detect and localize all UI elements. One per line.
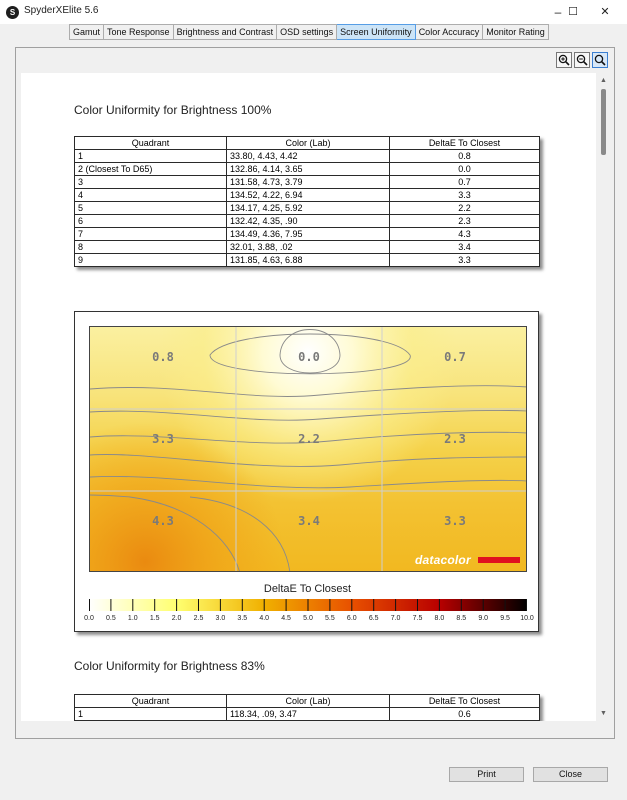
heatmap-cell-label: 2.3 <box>444 432 466 446</box>
scale-tick-label: 2.0 <box>171 615 182 622</box>
column-header-quadrant: Quadrant <box>75 137 227 150</box>
column-header-deltae: DeltaE To Closest <box>390 137 540 150</box>
table-row <box>75 241 540 254</box>
quadrant-cell: 9 <box>75 254 227 267</box>
table-row <box>75 708 540 721</box>
scale-tick-label: 10.0 <box>520 615 534 622</box>
table-row <box>75 254 540 267</box>
vertical-scrollbar[interactable] <box>596 73 611 721</box>
deltae-cell: 3.4 <box>390 241 540 254</box>
scale-tick-label: 5.5 <box>325 615 335 622</box>
color-lab-cell: 132.86, 4.14, 3.65 <box>227 163 390 176</box>
title-bar <box>0 0 627 24</box>
color-lab-cell: 131.85, 4.63, 6.88 <box>227 254 390 267</box>
quadrant-cell: 6 <box>75 215 227 228</box>
column-header-color-lab: Color (Lab) <box>227 137 390 150</box>
table-row <box>75 176 540 189</box>
zoom-fit-button[interactable] <box>592 52 608 68</box>
heatmap-cell-label: 3.3 <box>444 514 466 528</box>
scale-tick-label: 6.5 <box>368 615 379 622</box>
scale-tick-label: 6.0 <box>346 615 357 622</box>
quadrant-cell: 7 <box>75 228 227 241</box>
heatmap-cell-label: 0.0 <box>298 350 320 364</box>
scale-tick-label: 0.0 <box>84 615 94 622</box>
color-lab-cell: 132.42, 4.35, .90 <box>227 215 390 228</box>
table-row <box>75 202 540 215</box>
quadrant-cell: 1 <box>75 150 227 163</box>
scale-tick-label: 9.5 <box>500 615 510 622</box>
deltae-cell: 0.0 <box>390 163 540 176</box>
zoom-in-button[interactable] <box>556 52 572 68</box>
heatmap-cell-label: 4.3 <box>152 514 174 528</box>
quadrant-cell: 1 <box>75 708 227 721</box>
scroll-up-icon[interactable]: ▲ <box>600 77 607 84</box>
color-scale-labels <box>75 615 540 625</box>
quadrant-cell: 2 (Closest To D65) <box>75 163 227 176</box>
report-view <box>21 73 604 721</box>
deltae-cell: 2.2 <box>390 202 540 215</box>
scale-tick-label: 3.0 <box>215 615 226 622</box>
scale-tick-label: 7.5 <box>412 615 423 622</box>
scale-tick-label: 7.0 <box>390 615 401 622</box>
color-lab-cell: 131.58, 4.73, 3.79 <box>227 176 390 189</box>
scale-tick-label: 8.5 <box>456 615 467 622</box>
heatmap-cell-label: 3.3 <box>152 432 174 446</box>
color-lab-cell: 118.34, .09, 3.47 <box>227 708 390 721</box>
deltae-cell: 0.7 <box>390 176 540 189</box>
print-button[interactable]: Print <box>449 767 524 782</box>
heatmap-cell-label: 0.7 <box>444 350 466 364</box>
deltae-cell: 0.6 <box>390 708 540 721</box>
scale-tick-label: 1.0 <box>127 615 138 622</box>
heatmap-canvas <box>90 327 527 572</box>
table-header-row <box>75 137 540 150</box>
close-button[interactable]: Close <box>533 767 608 782</box>
datacolor-logo: datacolor <box>415 553 471 567</box>
quadrant-cell: 8 <box>75 241 227 254</box>
zoom-out-icon <box>576 54 588 66</box>
deltae-cell: 2.3 <box>390 215 540 228</box>
table-row <box>75 150 540 163</box>
color-lab-cell: 134.52, 4.22, 6.94 <box>227 189 390 202</box>
table-row <box>75 228 540 241</box>
deltae-cell: 3.3 <box>390 254 540 267</box>
tab-tone-response[interactable]: Tone Response <box>104 24 174 40</box>
table-row <box>75 215 540 228</box>
close-window-button[interactable]: ✕ <box>600 6 610 18</box>
deltae-cell: 4.3 <box>390 228 540 241</box>
tab-brightness-and-contrast[interactable]: Brightness and Contrast <box>174 24 278 40</box>
table-header-row <box>75 695 540 708</box>
maximize-button[interactable]: ☐ <box>568 6 578 18</box>
table-row <box>75 189 540 202</box>
scale-tick-label: 2.5 <box>193 615 204 622</box>
zoom-in-icon <box>558 54 570 66</box>
minimize-button[interactable]: – <box>554 5 562 19</box>
table-row <box>75 163 540 176</box>
tab-gamut[interactable]: Gamut <box>69 24 104 40</box>
scale-tick-label: 3.5 <box>237 615 248 622</box>
color-lab-cell: 33.80, 4.43, 4.42 <box>227 150 390 163</box>
tab-bar <box>69 24 549 40</box>
zoom-fit-icon <box>594 54 606 66</box>
column-header-color-lab: Color (Lab) <box>227 695 390 708</box>
color-scale-title: DeltaE To Closest <box>263 583 352 595</box>
scale-tick-label: 0.5 <box>106 615 116 622</box>
scale-tick-label: 1.5 <box>149 615 160 622</box>
tab-osd-settings[interactable]: OSD settings <box>277 24 337 40</box>
tab-screen-uniformity[interactable]: Screen Uniformity <box>337 24 416 40</box>
deltae-cell: 0.8 <box>390 150 540 163</box>
quadrant-cell: 4 <box>75 189 227 202</box>
scale-tick-label: 5.0 <box>303 615 313 622</box>
color-lab-cell: 134.17, 4.25, 5.92 <box>227 202 390 215</box>
window-title: SpyderXElite 5.6 <box>24 5 99 16</box>
section-title-brightness-83: Color Uniformity for Brightness 83% <box>74 659 265 673</box>
heatmap-cell-label: 0.8 <box>152 350 174 364</box>
tab-monitor-rating[interactable]: Monitor Rating <box>483 24 549 40</box>
column-header-deltae: DeltaE To Closest <box>390 695 540 708</box>
scale-tick-label: 4.0 <box>259 615 270 622</box>
app-icon: S <box>6 6 19 19</box>
deltae-cell: 3.3 <box>390 189 540 202</box>
uniformity-table-83 <box>74 694 540 721</box>
section-title-brightness-100: Color Uniformity for Brightness 100% <box>74 103 272 117</box>
uniformity-heatmap <box>89 326 527 572</box>
tab-color-accuracy[interactable]: Color Accuracy <box>416 24 484 40</box>
column-header-quadrant: Quadrant <box>75 695 227 708</box>
scroll-down-icon[interactable]: ▼ <box>600 710 607 717</box>
quadrant-cell: 5 <box>75 202 227 215</box>
scale-tick-label: 9.0 <box>478 615 489 622</box>
uniformity-table-100 <box>74 136 540 267</box>
scale-tick-label: 4.5 <box>281 615 291 622</box>
datacolor-logo-bar <box>478 557 520 563</box>
scale-tick-label: 8.0 <box>434 615 445 622</box>
color-lab-cell: 134.49, 4.36, 7.95 <box>227 228 390 241</box>
heatmap-cell-label: 3.4 <box>298 514 320 528</box>
color-scale-bar <box>89 599 527 611</box>
zoom-out-button[interactable] <box>574 52 590 68</box>
uniformity-plot <box>74 311 539 632</box>
color-lab-cell: 32.01, 3.88, .02 <box>227 241 390 254</box>
quadrant-cell: 3 <box>75 176 227 189</box>
scroll-thumb[interactable] <box>601 89 606 155</box>
heatmap-cell-label: 2.2 <box>298 432 320 446</box>
